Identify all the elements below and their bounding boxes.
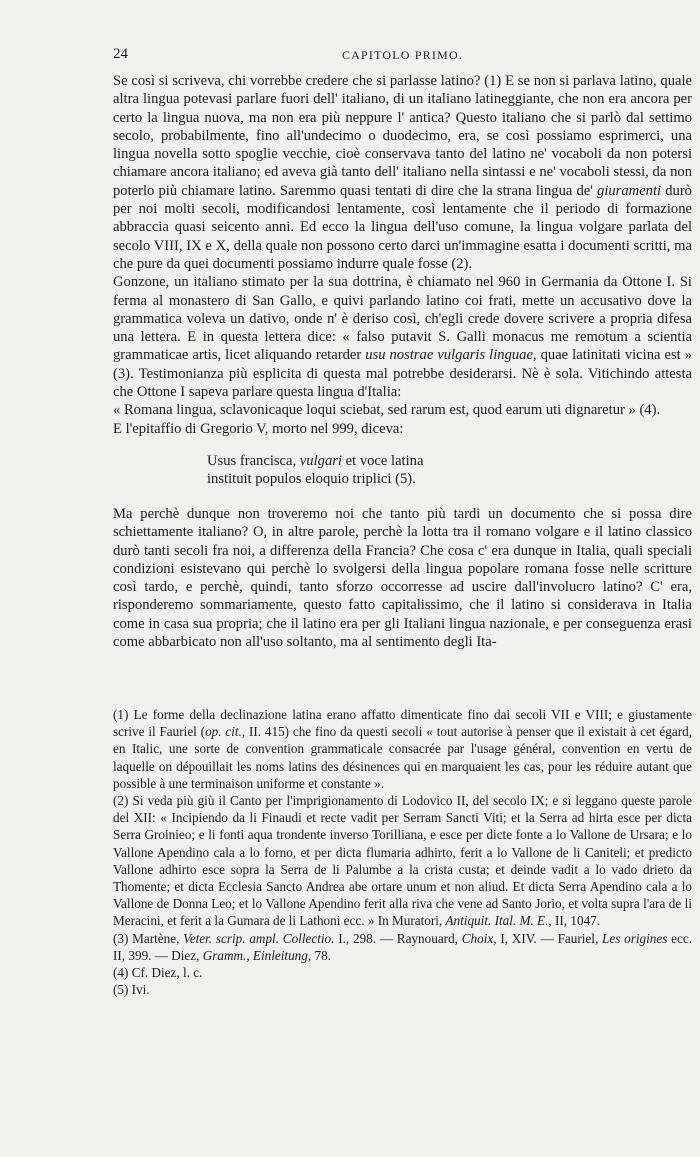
page-header: [113, 46, 692, 66]
paragraph-1-text: Se così si scriveva, chi vorrebbe credere che si parlasse latino? (1) E se non si parlava latino, quale altra lingua potevasi parlare fuori dell' italiano, di un italiano latineggiante, che non era ancora per certo la lingua nuova, ma non era più neppure l' antica? Questo italiano che si parlò dal settimo secolo, probabilmente, fino all'undecimo o duodecimo, era, se così possiamo esprimerci, una lingua novella sotto spoglie vecchie, cioè conservava tanto del latino ne' vocaboli da non potersi chiamare ancora italiano; ed aveva già tanto dell' italiano nella sintassi e ne' vocaboli stessi, da non poterlo più chiamare latino. Saremmo quasi tentati di dire che la strana lingua de': [113, 73, 692, 199]
footnote-3-italic-1: Veter. scrip. ampl. Collectio.: [183, 930, 335, 946]
footnote-5: (5) Ivi.: [113, 982, 150, 998]
italic-term: giuramenti: [597, 182, 662, 199]
page-number: 24: [113, 46, 128, 62]
main-text: [113, 72, 692, 651]
italic-quote: usu nostrae vulgaris linguae,: [365, 347, 537, 364]
paragraph-3: E l'epitaffio di Gregorio V, morto nel 999, diceva:: [113, 420, 404, 437]
footnote-3: [113, 930, 692, 964]
footnote-2-start: (2) Si veda più giù il Canto per l'imprigionamento di Lodovico II, del secolo IX; e si leggano queste parole del XII: « Incipiendo da li Finaudi et recte vadit per Serram Sancti Viti; et la Serra ad hirta esce per dicta Serra Groinieo; e li fonti aqua trondente inverso Torilliana, e esce per dicte fonte a lo Vallone de Ursara; e lo Vallone Apendino cala a lo forno, et per dicta flumaria adhirto, ferit a lo Vallone de li Caniteli; et predicto Vallone adhirto esce sopra la Serra de li Palumbe a la crista custa; et deinde vadit a lo vado drieto da Thomente; et dicta Ecclesia Sancto Andrea abe ortare unum et non aliud. Et dicta Serra Apendino cala a lo Vallone de Donna Leo; et lo Vallone Apendino ferit alla riva che vene ad Santo Jorio, et volta supra l'ara de li Meracini, et ferit a la Gumara de li Lathoni ecc. » In Muratori,: [113, 793, 692, 929]
epitaph-verse: [207, 452, 692, 489]
footnote-1-italic: op. cit.,: [205, 724, 246, 740]
verse-line-1: [207, 452, 692, 471]
footnote-3-italic-2: Choix,: [461, 930, 497, 946]
footnotes: [113, 706, 692, 998]
footnote-1-end: II. 415) che fino da questi secoli « tout autorise à penser que il existait à cet égard, en Italic, une sorte de convention grammaticale consacrée par l'usage général, convention en vertu de laquelle on dépouillait les noms latins des désinences qui en marquaient les cas, pour les réduire autant que possible à une terminaison uniforme et constante ».: [113, 724, 692, 791]
footnote-1: [113, 706, 692, 792]
paragraph-2: [113, 273, 692, 401]
verse-1-italic: vulgari: [299, 452, 342, 469]
paragraph-2-end: quae latinitati vicina est » (3). Testimonianza più esplicita di questa mal potrebbe desiderarsi. Nè è sola. Vitichindo attesta che Ottone I sapeva parlare questa lingua d'Italia:: [113, 347, 693, 401]
footnote-3-b: I., 298. — Raynouard,: [334, 930, 462, 946]
footnote-4: (4) Cf. Diez, l. c.: [113, 965, 203, 981]
footnote-2-end: II, 1047.: [551, 913, 601, 929]
paragraph-2-text: Gonzone, un italiano stimato per la sua dottrina, è chiamato nel 960 in Germania da Ottone I. Si ferma al monastero di San Gallo, e quivi parlando latino coi frati, mette un accusativo dove la grammatica voleva un dativo, onde n' è deriso così, ch'egli crede dovere scrivere a propria difesa una lettera. E in questa lettera dice: « falso putavit S. Galli monacus me remotum a scientia grammaticae artis, licet aliquando retarder: [113, 274, 692, 364]
verse-1-end: et voce latina: [341, 452, 424, 469]
footnote-3-italic-4: Gramm., Einleitung,: [202, 947, 312, 963]
footnote-3-a: (3) Martène,: [113, 930, 184, 946]
footnote-2: [113, 792, 692, 930]
paragraph-1-end: durò per noi molti secoli, modificandosi lentamente, così lentamente che il periodo di formazione abbraccia quasi seicento anni. Ed ecco la lingua dell'uso comune, la lingua volgare parlata del secolo VIII, IX e X, della quale non possono certo darci un'immagine esatta i documenti scritti, ma che pure da quei documenti possiamo indurre quale fosse (2).: [113, 182, 692, 272]
footnote-1-start: (1) Le forme della declinazione latina erano affatto dimenticate fino dai secoli VII e VIII; e giustamente scrive il Fauriel (: [113, 707, 692, 740]
footnote-3-c: I, XIV. — Fauriel,: [496, 930, 603, 946]
latin-quote: « Romana lingua, sclavonicaque loqui sciebat, sed rarum est, quod earum uti dignaretur » (4).: [113, 402, 661, 419]
footnote-2-italic: Antiquit. Ital. M. E.,: [445, 913, 552, 929]
verse-1-start: Usus francisca,: [207, 452, 300, 469]
paragraph-4: Ma perchè dunque non troveremo noi che tanto più tardi un documento che si possa dire schiettamente italiano? O, in altre parole, perchè la lotta tra il romano volgare e il latino classico durò tanti secoli fra noi, a differenza della Francia? Che cosa c' era dunque in Italia, quali speciali condizioni esistevano qui perchè lo svolgersi della lingua popolare romana fosse nelle scritture così tardo, e perchè, quindi, tanto sforzo occorresse ad uscire dall'involucro latino? C' era, risponderemo sommariamente, questo fatto capitalissimo, che il latino si considerava in Italia come in casa sua propria; che il latino era per gli Italiani lingua nazionale, e per conseguenza erasi come abbarbicato non all'uso soltanto, ma al sentimento degli Ita-: [113, 505, 692, 651]
footnote-3-e: 78.: [311, 947, 331, 963]
footnote-3-d: ecc. II, 399. — Diez,: [113, 930, 692, 963]
verse-line-2: instituit populos eloquio triplici (5).: [207, 471, 416, 488]
paragraph-1: [113, 72, 692, 273]
footnote-3-italic-3: Les origines: [602, 930, 668, 946]
running-title: CAPITOLO PRIMO.: [341, 48, 464, 62]
